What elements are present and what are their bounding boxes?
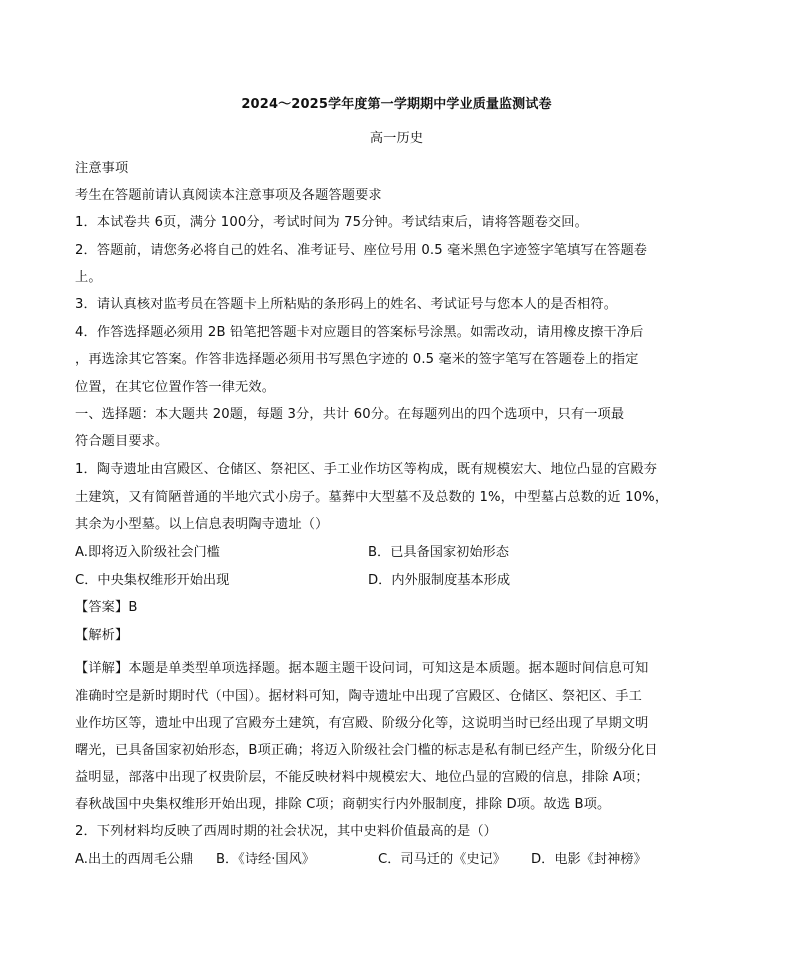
- notice-heading: 注意事项: [75, 161, 129, 176]
- q2-option-d: D．电影《封神榜》: [531, 852, 647, 867]
- q1-analysis-text: 益明显，部落中出现了权贵阶层，不能反映材料中规模宏大、地位凸显的宫殿的信息，排除 A项；: [75, 770, 649, 785]
- notice-item: 4．作答选择题必须用 2B 铅笔把答题卡对应题目的答案标号涂黑。如需改动，请用橡皮擦干净后: [75, 325, 644, 340]
- question-1-stem: 其余为小型墓。以上信息表明陶寺遗址（）: [75, 517, 329, 532]
- q2-option-b: B．《诗经·国风》: [216, 852, 315, 867]
- section-heading: 一、选择题：本大题共 20题，每题 3分，共计 60分。在每题列出的四个选项中，只有一项最: [75, 407, 625, 422]
- q1-answer: 【答案】B: [75, 600, 138, 615]
- q1-analysis-text: 【详解】本题是单类型单项选择题。据本题主题干设问词，可知这是本质题。据本题时间信息可知: [75, 661, 649, 676]
- notice-item: 上。: [75, 270, 102, 285]
- section-heading-cont: 符合题目要求。: [75, 434, 169, 449]
- notice-item: 2．答题前，请您务必将自己的姓名、准考证号、座位号用 0.5 毫米黑色字迹签字笔填写在答题卷: [75, 243, 648, 258]
- notice-item: 3．请认真核对监考员在答题卡上所粘贴的条形码上的姓名、考试证号与您本人的是否相符。: [75, 297, 618, 312]
- q1-analysis-text: 曙光，已具备国家初始形态，B项正确；将迈入阶级社会门槛的标志是私有制已经产生，阶级分化日: [75, 743, 658, 758]
- q2-option-c: C．司马迁的《史记》: [378, 852, 506, 867]
- q1-option-c: C．中央集权维形开始出现: [75, 573, 230, 588]
- notice-intro: 考生在答题前请认真阅读本注意事项及各题答题要求: [75, 188, 382, 203]
- subject-title: 高一历史: [369, 131, 424, 146]
- q1-analysis-text: 准确时空是新时期时代（中国）。据材料可知，陶寺遗址中出现了宫殿区、仓储区、祭祀区、手工: [75, 689, 642, 704]
- q1-analysis-label: 【解析】: [75, 628, 129, 643]
- notice-item: 1．本试卷共 6页，满分 100分，考试时间为 75分钟。考试结束后，请将答题卷交回。: [75, 215, 588, 230]
- question-1-stem: 1．陶寺遗址由宫殿区、仓储区、祭祀区、手工业作坊区等构成，既有规模宏大、地位凸显的宫殿夯: [75, 462, 658, 477]
- q2-option-a: A.出土的西周毛公鼎: [75, 852, 194, 867]
- q1-option-d: D．内外服制度基本形成: [368, 573, 511, 588]
- q1-option-a: A.即将迈入阶级社会门槛: [75, 545, 220, 560]
- exam-title: 2024～2025学年度第一学期期中学业质量监测试卷: [241, 97, 552, 112]
- question-1-stem: 土建筑，又有简陋普通的半地穴式小房子。墓葬中大型墓不及总数的 1%，中型墓占总数的近 10%，: [75, 490, 669, 505]
- notice-item: 位置，在其它位置作答一律无效。: [75, 380, 276, 395]
- q1-analysis-text: 业作坊区等，遗址中出现了宫殿夯土建筑，有宫殿、阶级分化等，这说明当时已经出现了早期文明: [75, 716, 649, 731]
- q1-option-b: B．已具备国家初始形态: [368, 545, 509, 560]
- question-2-stem: 2．下列材料均反映了西周时期的社会状况，其中史料价值最高的是（）: [75, 824, 497, 839]
- notice-item: ，再选涂其它答案。作答非选择题必须用书写黑色字迹的 0.5 毫米的签字笔写在答题卷上的指定: [75, 352, 639, 367]
- q1-analysis-text: 春秋战国中央集权维形开始出现，排除 C项；商朝实行内外服制度，排除 D项。故选 B项。: [75, 797, 611, 812]
